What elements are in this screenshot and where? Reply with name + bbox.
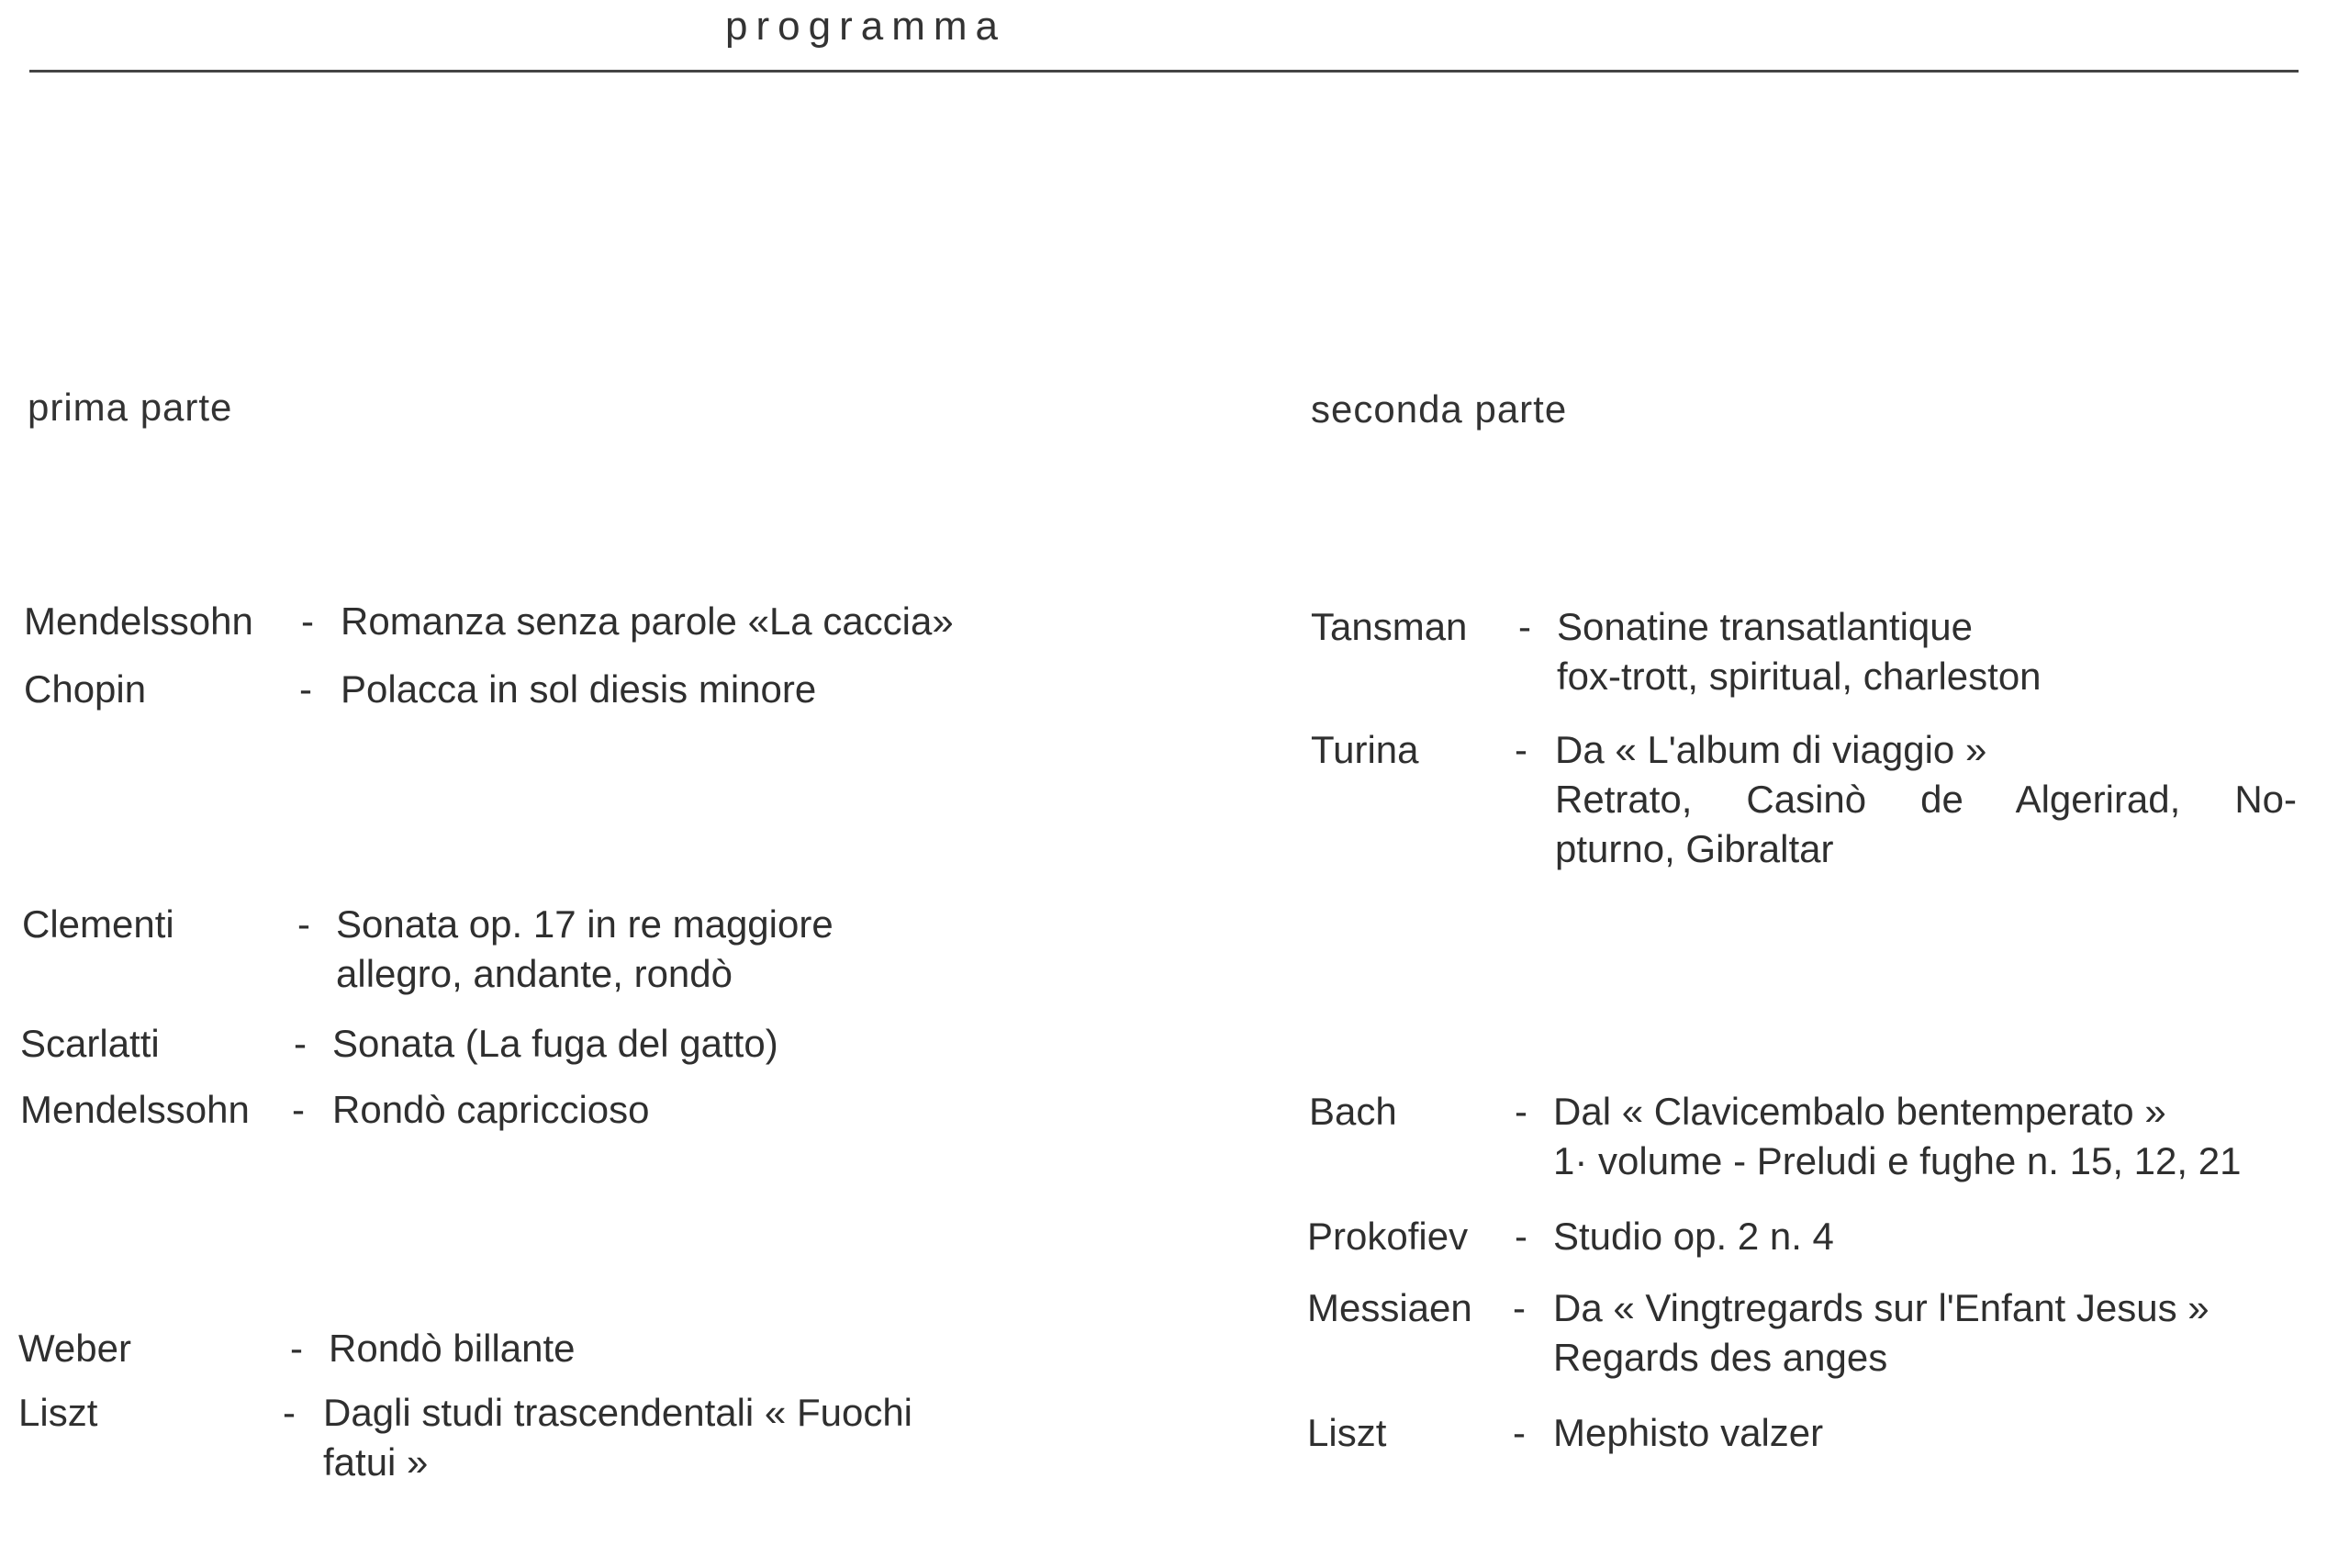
work-line: Rondò billante: [329, 1327, 576, 1370]
work-title: [341, 665, 816, 714]
work-line: Da « L'album di viaggio »: [1555, 728, 1987, 771]
composer-name: Chopin: [24, 667, 147, 711]
separator-dash: -: [1515, 728, 1527, 771]
separator-dash: -: [297, 902, 310, 946]
header-divider: [29, 70, 2299, 73]
work-title: [1555, 725, 2297, 874]
composer-name: Liszt: [18, 1391, 98, 1434]
part-title-seconda: seconda parte: [1311, 387, 1568, 431]
work-line: fox-trott, spiritual, charleston: [1557, 655, 2042, 698]
work-line: Romanza senza parole «La caccia»: [341, 599, 954, 643]
work-title: [1553, 1408, 1823, 1458]
composer-name: Mendelssohn: [20, 1088, 250, 1131]
separator-dash: -: [1518, 605, 1531, 648]
composer-name: Liszt: [1307, 1411, 1387, 1454]
work-title: [1553, 1087, 2241, 1186]
work-title: [332, 1019, 778, 1069]
separator-dash: -: [290, 1327, 303, 1370]
work-line: Dal « Clavicembalo bentemperato »: [1553, 1090, 2166, 1133]
work-line: Regards des anges: [1553, 1336, 1888, 1379]
composer-name: Clementi: [22, 902, 174, 946]
separator-dash: -: [292, 1088, 305, 1131]
separator-dash: -: [301, 599, 314, 643]
work-line: Dagli studi trascendentali « Fuochi: [323, 1391, 913, 1434]
work-title: [1557, 602, 2042, 701]
work-line: allegro, andante, rondò: [336, 952, 733, 995]
work-line: Studio op. 2 n. 4: [1553, 1215, 1834, 1258]
work-title: [1553, 1212, 1834, 1261]
work-line: Sonata (La fuga del gatto): [332, 1022, 778, 1065]
composer-name: Mendelssohn: [24, 599, 253, 643]
composer-name: Weber: [18, 1327, 131, 1370]
composer-name: Turina: [1311, 728, 1419, 771]
composer-name: Scarlatti: [20, 1022, 160, 1065]
part-title-prima: prima parte: [28, 386, 233, 429]
separator-dash: -: [1513, 1411, 1526, 1454]
work-title: [323, 1388, 912, 1487]
work-line: Da « Vingtregards sur l'Enfant Jesus »: [1553, 1286, 2210, 1329]
work-line: fatui »: [323, 1440, 429, 1484]
work-title: [332, 1085, 650, 1135]
work-line: Rondò capriccioso: [332, 1088, 650, 1131]
work-line: pturno, Gibraltar: [1555, 827, 1834, 870]
work-line: 1· volume - Preludi e fughe n. 15, 12, 21: [1553, 1139, 2242, 1182]
work-title: [1553, 1283, 2210, 1383]
page-title: programma: [725, 4, 1006, 49]
composer-name: Tansman: [1311, 605, 1468, 648]
composer-name: Prokofiev: [1307, 1215, 1469, 1258]
work-line: Retrato, Casinò de Algerirad, No-: [1555, 778, 2297, 821]
work-title: [336, 900, 833, 999]
work-line: Polacca in sol diesis minore: [341, 667, 817, 711]
separator-dash: -: [1515, 1090, 1527, 1133]
work-line: Sonatine transatlantique: [1557, 605, 1973, 648]
separator-dash: -: [1513, 1286, 1526, 1329]
work-title: [341, 597, 954, 646]
work-title: [329, 1324, 576, 1373]
separator-dash: -: [294, 1022, 307, 1065]
page-header: [0, 0, 2327, 75]
work-line: Mephisto valzer: [1553, 1411, 1824, 1454]
composer-name: Messiaen: [1307, 1286, 1472, 1329]
separator-dash: -: [299, 667, 312, 711]
separator-dash: -: [1515, 1215, 1527, 1258]
separator-dash: -: [283, 1391, 296, 1434]
work-line: Sonata op. 17 in re maggiore: [336, 902, 833, 946]
composer-name: Bach: [1309, 1090, 1397, 1133]
